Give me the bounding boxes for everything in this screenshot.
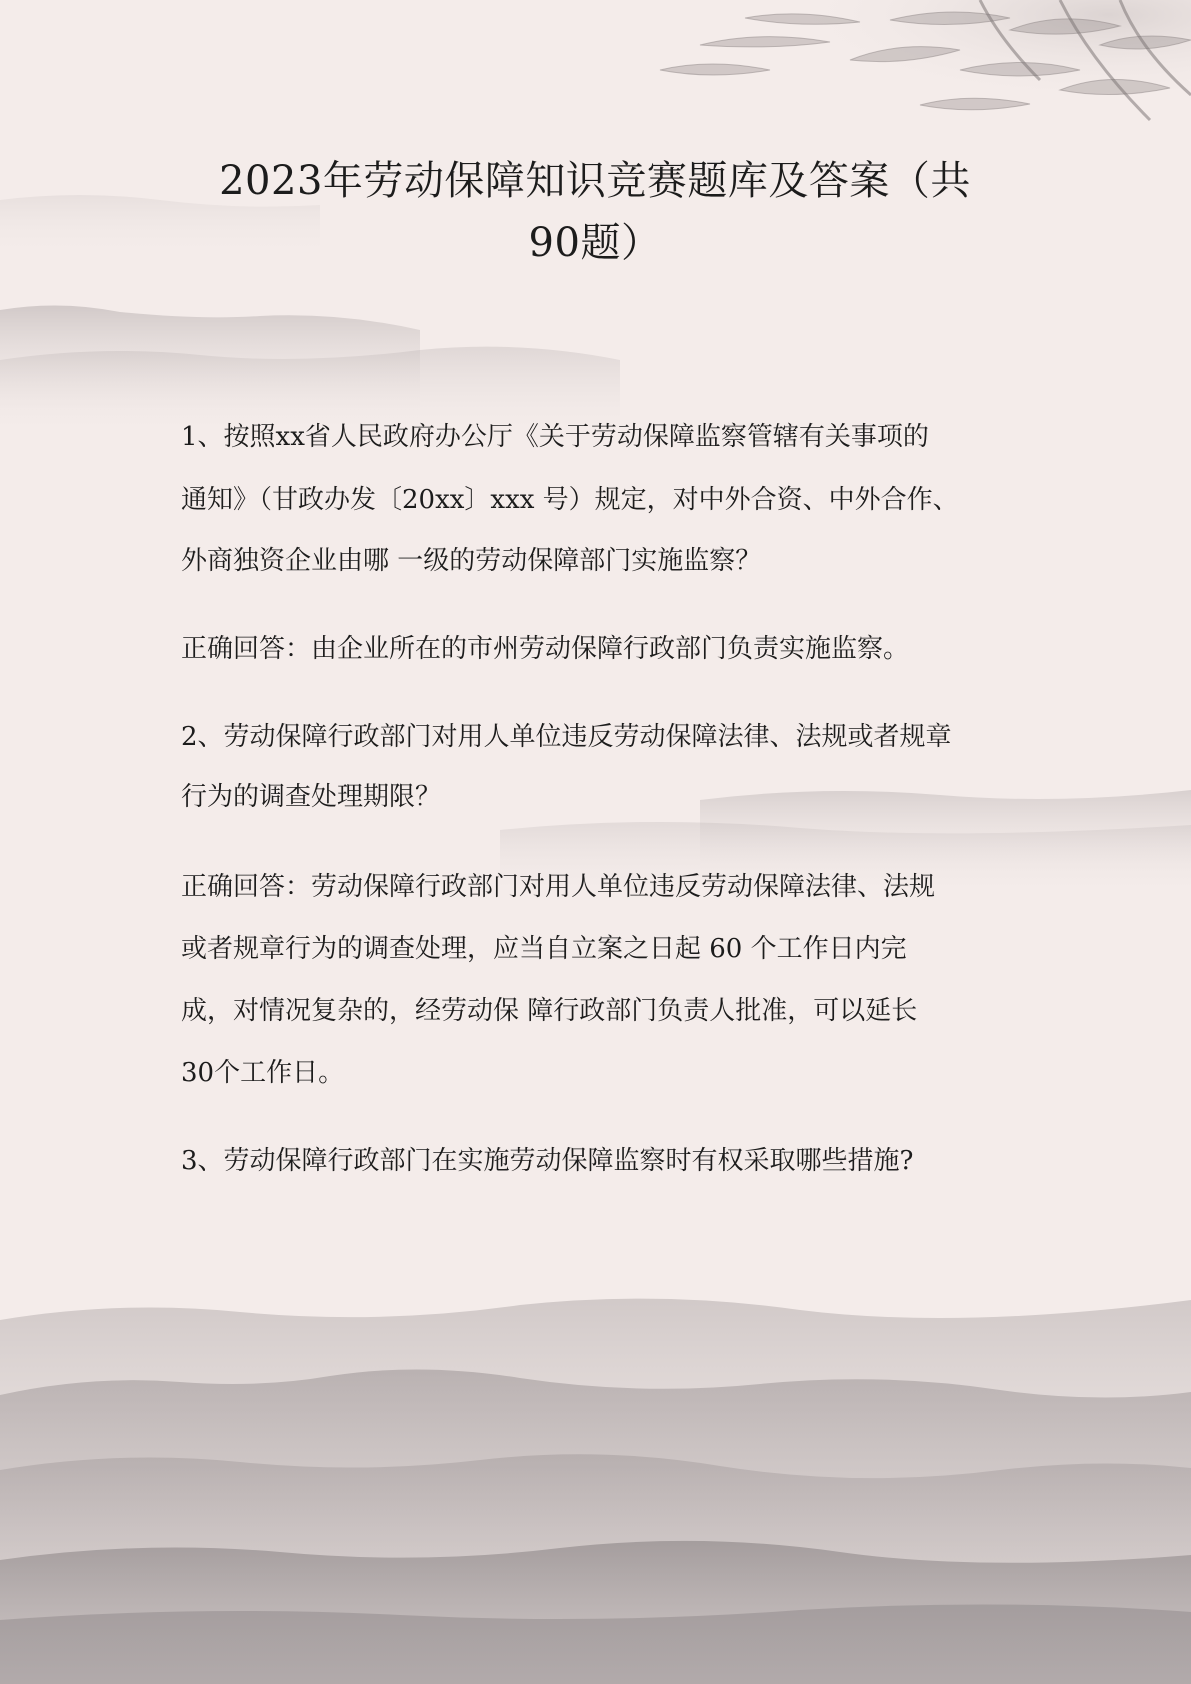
question-2-line-1: 2、劳动保障行政部门对用人单位违反劳动保障法律、法规或者规章 — [181, 722, 952, 752]
document-title-line-1: 2023年劳动保障知识竞赛题库及答案（共 — [219, 158, 971, 204]
question-1-line-3: 外商独资企业由哪 一级的劳动保障部门实施监察？ — [181, 546, 762, 576]
answer-2-line-2: 或者规章行为的调查处理，应当自立案之日起 60 个工作日内完 — [181, 934, 907, 964]
answer-2-line-1: 正确回答：劳动保障行政部门对用人单位违反劳动保障法律、法规 — [181, 872, 936, 902]
answer-1-line-1: 正确回答：由企业所在的市州劳动保障行政部门负责实施监察。 — [181, 634, 910, 664]
question-1-line-1: 1、按照xx省人民政府办公厅《关于劳动保障监察管辖有关事项的 — [181, 422, 929, 452]
question-3-line-1: 3、劳动保障行政部门在实施劳动保障监察时有权采取哪些措施? — [181, 1146, 914, 1176]
document-title — [160, 150, 1030, 274]
answer-2-line-4: 30个工作日。 — [181, 1058, 345, 1088]
question-1-line-2: 通知》（甘政办发〔20xx〕xxx 号）规定，对中外合资、中外合作、 — [181, 485, 959, 515]
question-2-line-2: 行为的调查处理期限？ — [181, 782, 442, 812]
answer-2-line-3: 成，对情况复杂的，经劳动保 障行政部门负责人批准，可以延长 — [181, 996, 918, 1026]
document-title-line-2: 90题） — [528, 220, 662, 266]
